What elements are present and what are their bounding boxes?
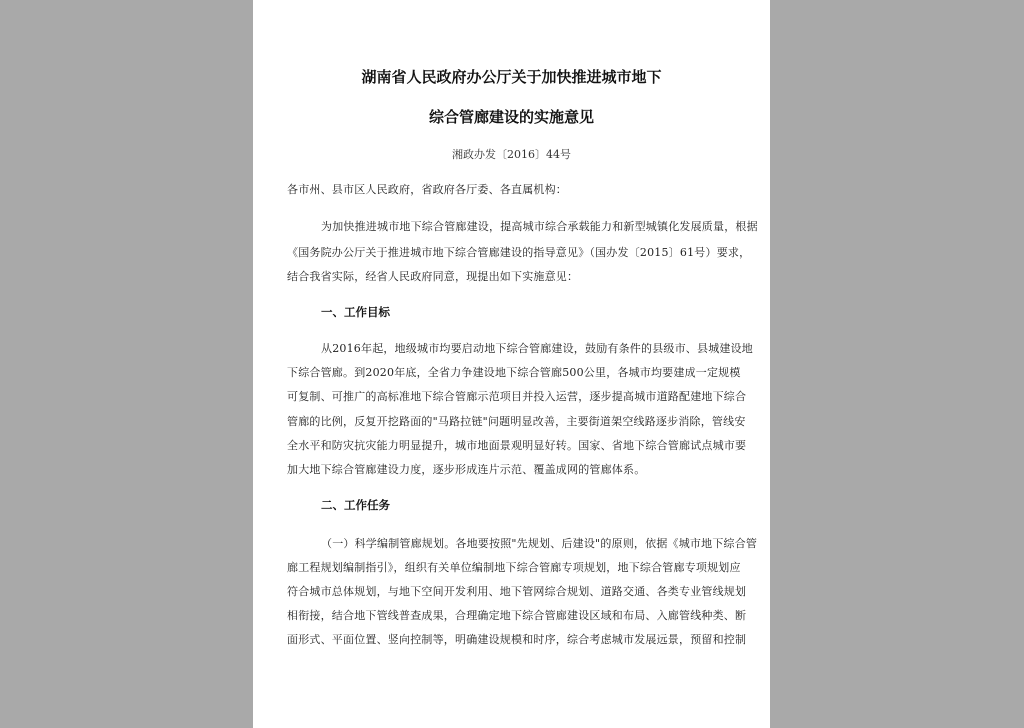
section-1-line-2: 下综合管廊。到2020年底，全省力争建设地下综合管廊500公里，各城市均要建成一定规模: [287, 366, 741, 379]
section-1-line-4: 管廊的比例，反复开挖路面的"马路拉链"问题明显改善，主要街道架空线路逐步消除，管线安: [287, 415, 746, 428]
section-1-line-1: 从2016年起，地级城市均要启动地下综合管廊建设，鼓励有条件的县级市、县城建设地: [321, 342, 753, 355]
document-number: 湘政办发〔2016〕44号: [452, 148, 571, 161]
section-2-line-4: 相衔接，结合地下管线普查成果，合理确定地下综合管廊建设区域和布局、入廊管线种类、断: [287, 609, 747, 622]
section-2-line-3: 符合城市总体规划，与地下空间开发利用、地下管网综合规划、道路交通、各类专业管线规划: [287, 585, 747, 598]
section-2-line-1: （一）科学编制管廊规划。各地要按照"先规划、后建设"的原则，依据《城市地下综合管: [321, 537, 758, 550]
section-1-line-6: 加大地下综合管廊建设力度，逐步形成连片示范、覆盖成网的管廊体系。: [287, 463, 646, 476]
section-2-line-2: 廊工程规划编制指引》，组织有关单位编制地下综合管廊专项规划，地下综合管廊专项规划应: [287, 561, 741, 574]
intro-line-1: 为加快推进城市地下综合管廊建设，提高城市综合承载能力和新型城镇化发展质量，根据: [321, 220, 758, 233]
document-title-line-1: 湖南省人民政府办公厅关于加快推进城市地下: [361, 68, 662, 86]
section-2-heading: 二、工作任务: [321, 498, 390, 512]
section-2-line-5: 面形式、平面位置、竖向控制等，明确建设规模和时序，综合考虑城市发展远景，预留和控制: [287, 633, 747, 646]
salutation: 各市州、县市区人民政府，省政府各厅委、各直属机构：: [287, 183, 567, 196]
section-1-heading: 一、工作目标: [321, 305, 390, 319]
intro-line-3: 结合我省实际，经省人民政府同意，现提出如下实施意见：: [287, 270, 579, 283]
section-1-line-3: 可复制、可推广的高标准地下综合管廊示范项目并投入运营，逐步提高城市道路配建地下综合: [287, 390, 747, 403]
section-1-line-5: 全水平和防灾抗灾能力明显提升，城市地面景观明显好转。国家、省地下综合管廊试点城市要: [287, 439, 747, 452]
document-title-line-2: 综合管廊建设的实施意见: [428, 108, 594, 126]
document-page: [253, 0, 770, 728]
intro-line-2: 《国务院办公厅关于推进城市地下综合管廊建设的指导意见》（国办发〔2015〕61号）要求，: [287, 246, 751, 259]
